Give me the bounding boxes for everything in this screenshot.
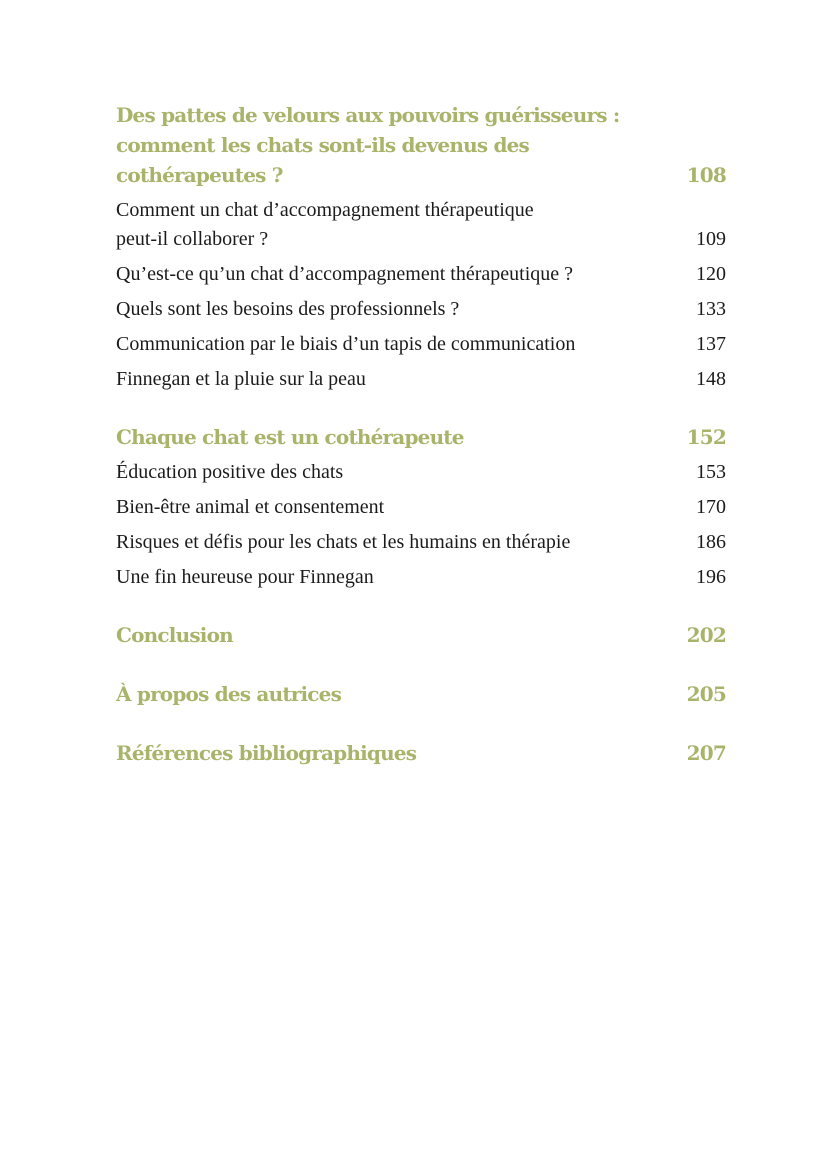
chapter-title: Références bibliographiques bbox=[116, 741, 417, 765]
chapter-page-number: 108 bbox=[686, 163, 726, 187]
chapter-title: Chaque chat est un cothérapeute bbox=[116, 425, 464, 449]
toc-entry bbox=[116, 365, 726, 394]
entry-title: Une fin heureuse pour Finnegan bbox=[116, 566, 374, 588]
toc-entry bbox=[116, 458, 726, 487]
entry-page-number: 133 bbox=[696, 298, 726, 320]
table-of-contents bbox=[116, 100, 726, 797]
entry-page-number: 153 bbox=[696, 461, 726, 483]
toc-entry bbox=[116, 493, 726, 522]
toc-section bbox=[116, 422, 726, 592]
entry-page-number: 186 bbox=[696, 531, 726, 553]
chapter-title: À propos des autrices bbox=[116, 682, 342, 706]
toc-entry bbox=[116, 330, 726, 359]
chapter-title: Conclusion bbox=[116, 623, 233, 647]
entry-title: Comment un chat d’accompagnement thérapeutique peut-il collaborer ? bbox=[116, 199, 534, 250]
chapter-title: Des pattes de velours aux pouvoirs guérisseurs : comment les chats sont-ils devenus des cothérapeutes ? bbox=[116, 103, 620, 187]
toc-entry bbox=[116, 563, 726, 592]
toc-entry bbox=[116, 260, 726, 289]
entry-title: Communication par le biais d’un tapis de communication bbox=[116, 333, 576, 355]
entry-page-number: 170 bbox=[696, 496, 726, 518]
chapter-page-number: 207 bbox=[686, 741, 726, 765]
chapter-page-number: 205 bbox=[686, 682, 726, 706]
entry-title: Qu’est-ce qu’un chat d’accompagnement thérapeutique ? bbox=[116, 263, 574, 285]
chapter-heading bbox=[116, 738, 726, 768]
toc-section bbox=[116, 620, 726, 650]
toc-entry bbox=[116, 196, 726, 254]
entry-title: Éducation positive des chats bbox=[116, 461, 344, 483]
toc-section bbox=[116, 100, 726, 394]
chapter-page-number: 152 bbox=[686, 425, 726, 449]
entry-page-number: 109 bbox=[696, 228, 726, 250]
chapter-heading bbox=[116, 679, 726, 709]
toc-entry bbox=[116, 528, 726, 557]
entry-page-number: 120 bbox=[696, 263, 726, 285]
chapter-heading bbox=[116, 422, 726, 452]
toc-entry bbox=[116, 295, 726, 324]
toc-section bbox=[116, 679, 726, 709]
entry-title: Risques et défis pour les chats et les humains en thérapie bbox=[116, 531, 571, 553]
chapter-heading bbox=[116, 620, 726, 650]
chapter-page-number: 202 bbox=[686, 623, 726, 647]
entry-page-number: 137 bbox=[696, 333, 726, 355]
entry-title: Bien-être animal et consentement bbox=[116, 496, 385, 518]
toc-section bbox=[116, 738, 726, 768]
entry-page-number: 196 bbox=[696, 566, 726, 588]
entry-title: Finnegan et la pluie sur la peau bbox=[116, 368, 366, 390]
entry-page-number: 148 bbox=[696, 368, 726, 390]
entry-title: Quels sont les besoins des professionnels ? bbox=[116, 298, 460, 320]
chapter-heading bbox=[116, 100, 726, 190]
